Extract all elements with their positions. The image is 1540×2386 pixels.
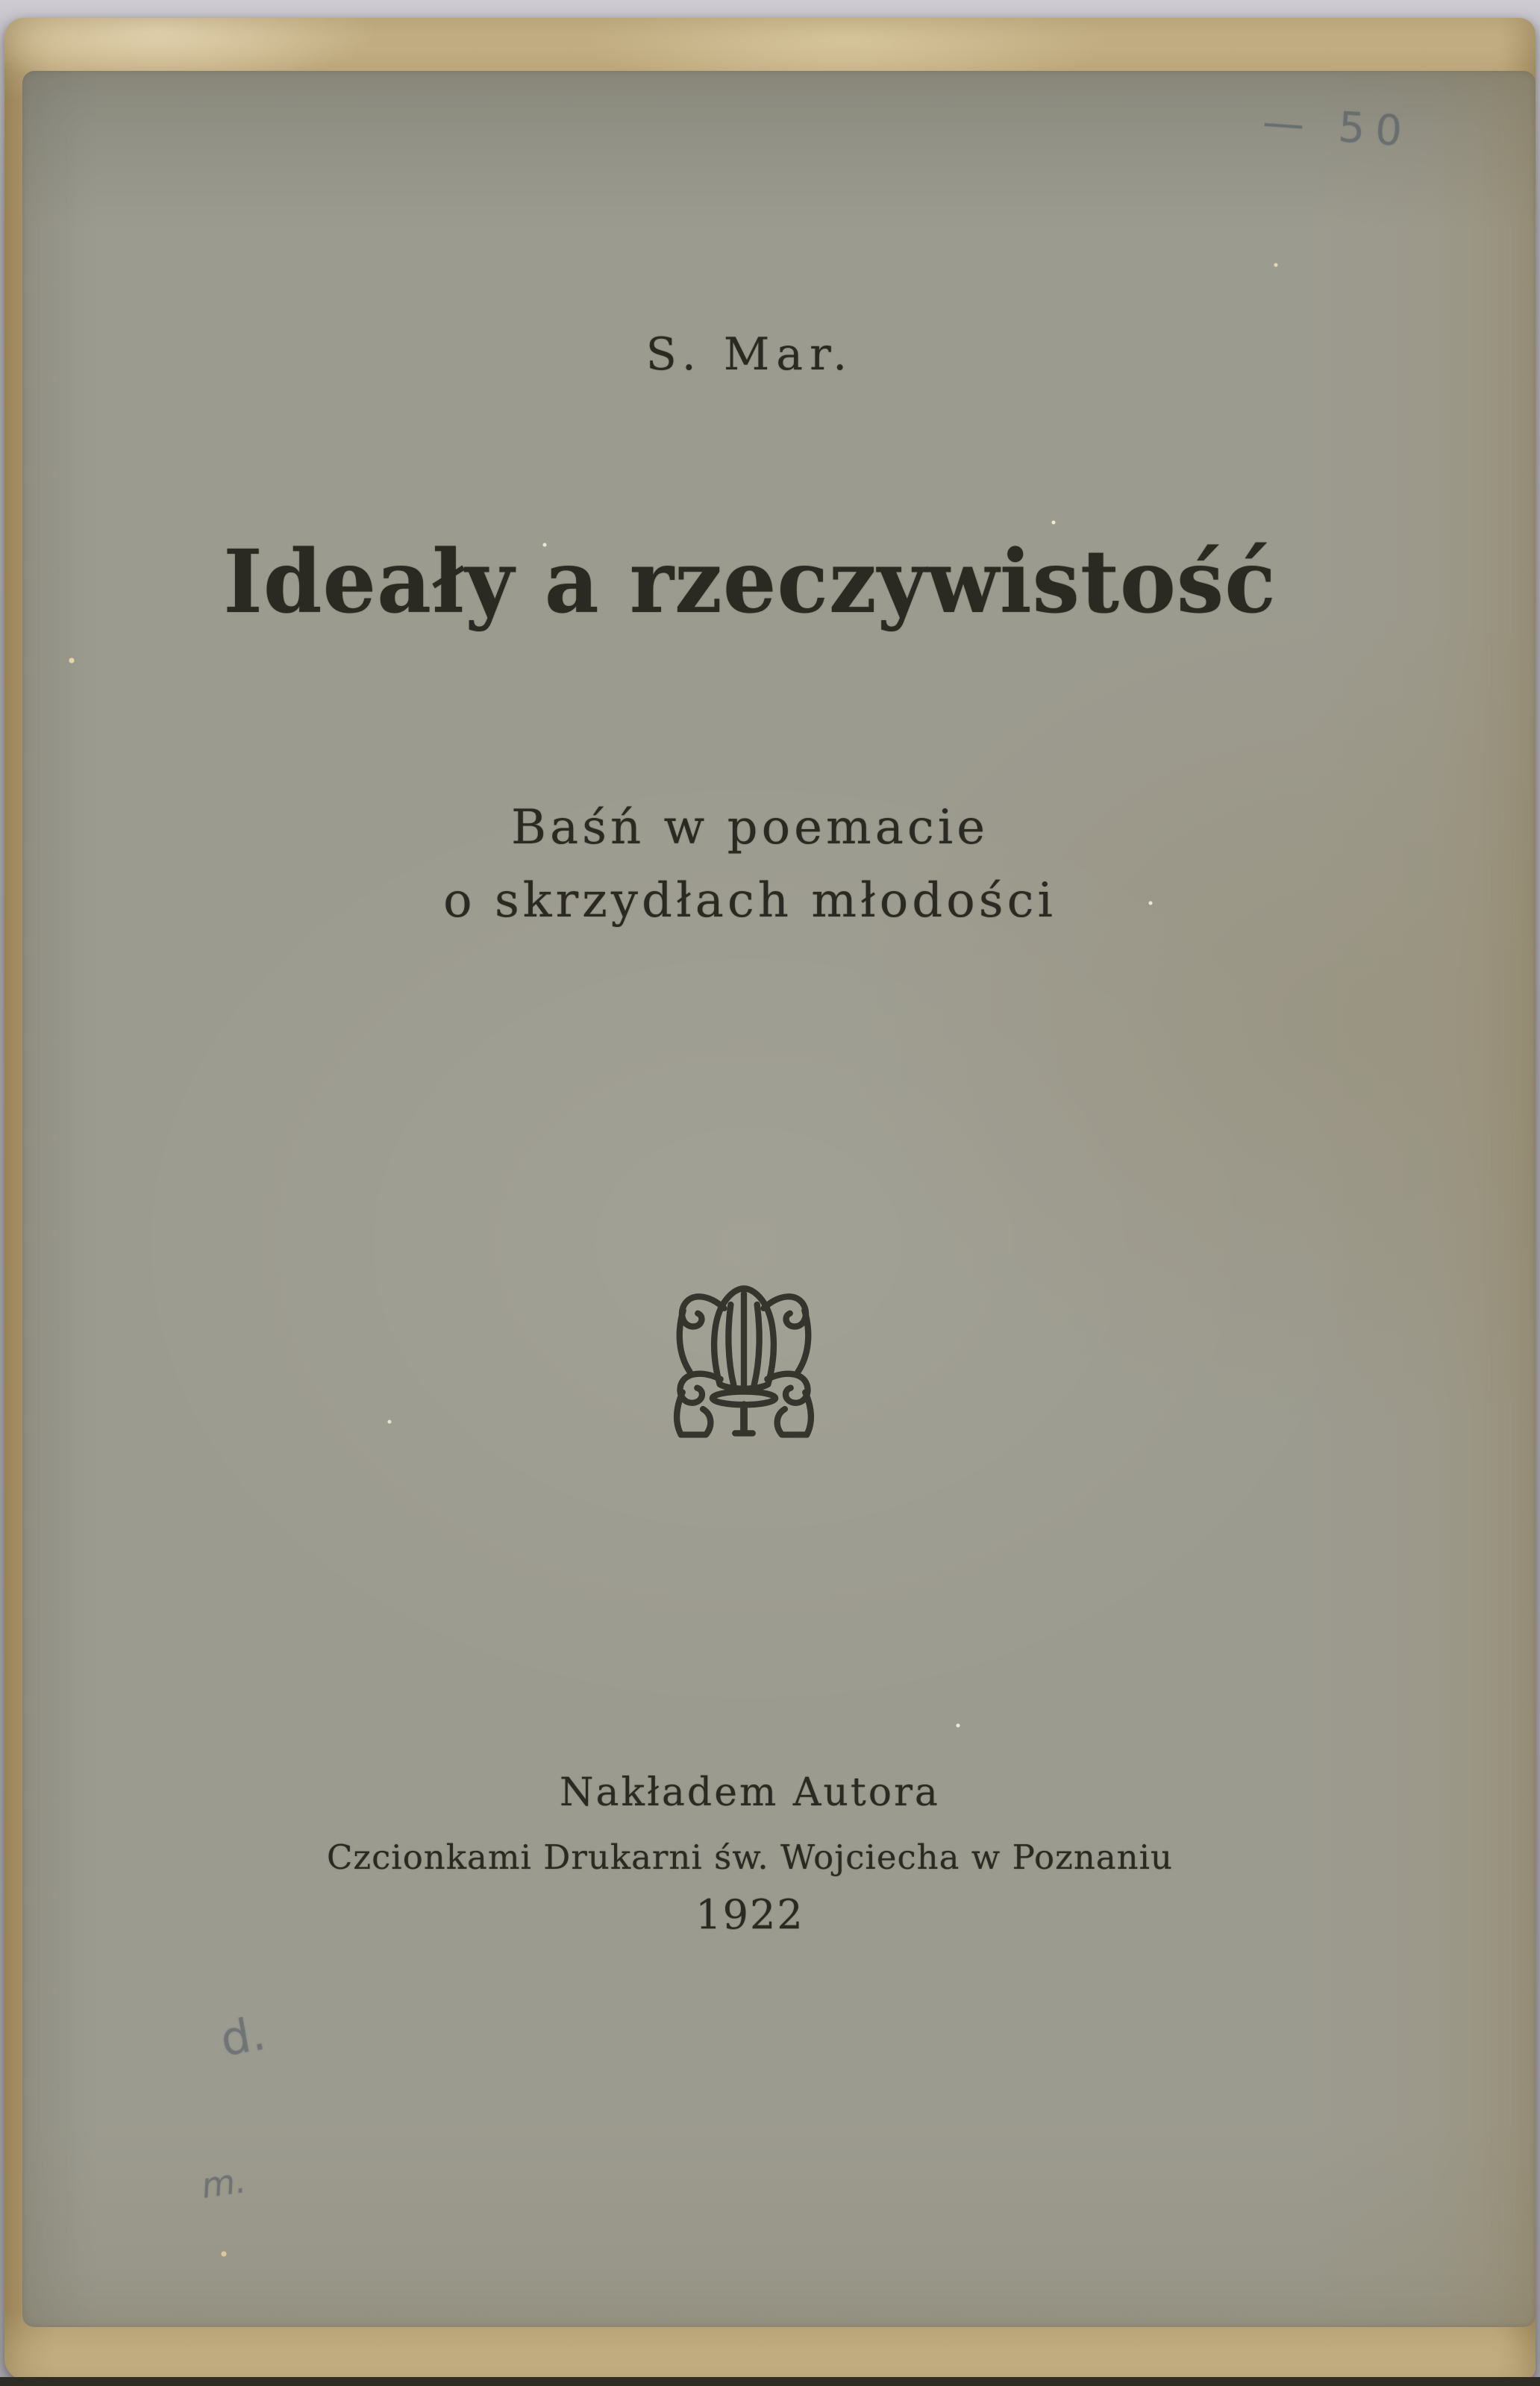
imprint-year: 1922: [695, 1891, 804, 1938]
pencil-mark-d: d.: [216, 2005, 269, 2067]
pencil-price-mark: — 50: [1260, 98, 1415, 157]
author-name: S. Mar.: [645, 328, 854, 381]
imprint-publisher: Nakładem Autora: [560, 1770, 940, 1815]
imprint-printer: Czcionkami Drukarni św. Wojciecha w Poznaniu: [326, 1837, 1174, 1877]
subtitle-line-1: Baśń w poemacie: [510, 800, 989, 855]
subtitle-line-2: o skrzydłach młodości: [443, 873, 1057, 928]
palmette-ornament-icon: [660, 1269, 828, 1448]
pencil-mark-m: m.: [198, 2160, 248, 2206]
book-title: Ideały a rzeczywistość: [223, 531, 1277, 633]
